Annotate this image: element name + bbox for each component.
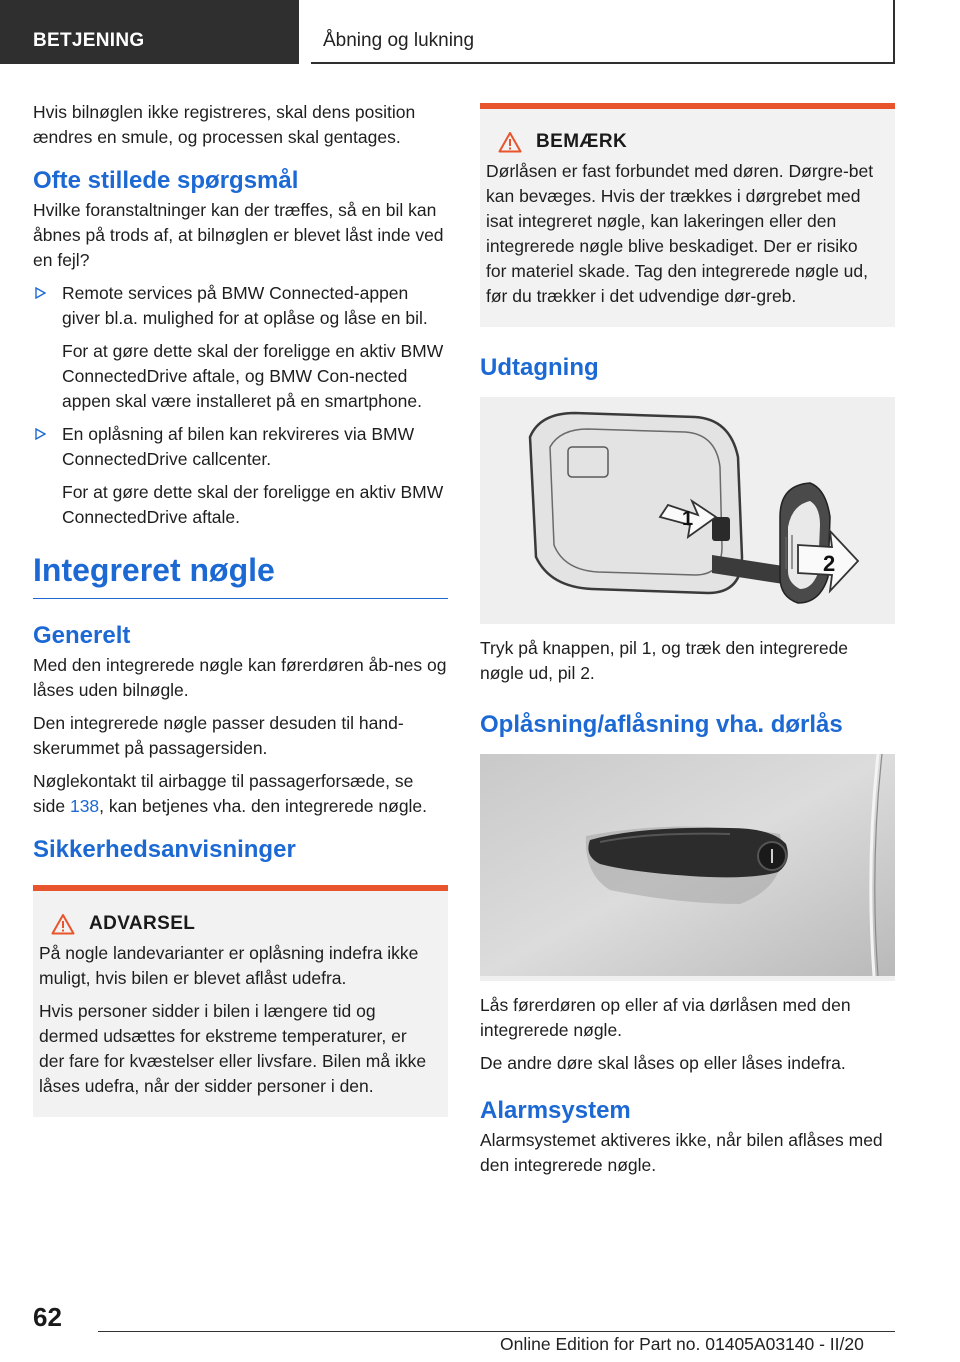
warning-paragraph-2: Hvis personer sidder i bilen i længere tid og dermed udsættes for ekstreme temperaturer, er der fare for kvæstelser eller livsfare. Bilen må ikke låses udefra, når der sidder personer i den. — [39, 1001, 427, 1096]
general-text-a: Nøglekontakt til airbagge til passagerforsæde, se side — [33, 771, 414, 816]
lock-paragraph-1: Lås førerdøren op eller af via dørlåsen med den integrerede nøgle. — [480, 995, 851, 1040]
left-column — [33, 100, 448, 1117]
warning-triangle-icon — [498, 131, 522, 153]
list-item-subtext: For at gøre dette skal der foreligge en aktiv BMW ConnectedDrive aftale. — [62, 482, 444, 527]
key-removal-illustration — [480, 397, 895, 624]
safety-heading: Sikkerhedsanvisninger — [33, 836, 296, 863]
list-item-text: En oplåsning af bilen kan rekvireres via BMW ConnectedDrive callcenter. — [62, 424, 415, 469]
list-item-text: Remote services på BMW Connected-appen giver bl.a. mulighed for at oplåse og låse en bil. — [62, 283, 428, 328]
lock-heading: Oplåsning/aflåsning vha. dørlås — [480, 711, 843, 738]
triangle-bullet-icon — [35, 428, 46, 440]
chapter-tab — [311, 0, 895, 64]
list-item — [33, 422, 448, 530]
door-handle-illustration — [480, 754, 895, 981]
key-fob-illustration — [480, 397, 895, 619]
door-handle-image — [480, 754, 895, 976]
list-item — [33, 281, 448, 414]
general-paragraph-3 — [33, 769, 448, 819]
arrow-label-1: 1 — [682, 508, 694, 530]
faq-heading: Ofte stillede spørgsmål — [33, 167, 299, 194]
faq-question: Hvilke foranstaltninger kan der træffes, så en bil kan åbnes på trods af, at bilnøglen er blevet låst inde ved en fejl? — [33, 200, 444, 270]
list-item-subtext: For at gøre dette skal der foreligge en aktiv BMW ConnectedDrive aftale, og BMW Con-nected appen skal være installeret på en smartphone. — [62, 341, 444, 411]
section-tab — [0, 0, 299, 64]
notice-header — [486, 131, 881, 153]
lock-paragraph-2: De andre døre skal låses op eller låses indefra. — [480, 1053, 846, 1073]
alarm-heading: Alarmsystem — [480, 1097, 631, 1124]
removal-heading: Udtagning — [480, 354, 599, 381]
warning-header — [39, 913, 434, 935]
arrow-label-2: 2 — [823, 551, 836, 576]
section-heading: Integreret nøgle — [33, 552, 275, 588]
page-link[interactable]: 138 — [69, 796, 100, 816]
general-text-b: , kan betjenes vha. den integrerede nøgle. — [99, 796, 428, 816]
warning-box — [33, 885, 448, 1117]
footer-rule — [98, 1331, 895, 1332]
notice-box — [480, 103, 895, 327]
general-heading: Generelt — [33, 622, 131, 649]
notice-paragraph: Dørlåsen er fast forbundet med døren. Dørgre-bet kan bevæges. Hvis der trækkes i dørgrebet med isat integreret nøgle, kan lakeringen eller den integrerede nøgle blive beskadiget. Der er risiko for materiel skade. Tag den integrerede nøgle ud, før du trækker i det udvendige dør-greb. — [486, 161, 874, 306]
section-title: BETJENING — [33, 30, 145, 51]
edition-text: Online Edition for Part no. 01405A03140 - II/20 — [500, 1334, 864, 1354]
page-number: 62 — [33, 1302, 62, 1332]
general-paragraph-1: Med den integrerede nøgle kan førerdøren åb-nes og låses uden bilnøgle. — [33, 655, 447, 700]
warning-triangle-icon — [51, 913, 75, 935]
notice-title: BEMÆRK — [536, 131, 628, 152]
intro-paragraph: Hvis bilnøglen ikke registreres, skal dens position ændres en smule, og processen skal gentages. — [33, 102, 416, 147]
chapter-title: Åbning og lukning — [323, 30, 475, 51]
section-heading-wrap — [33, 550, 448, 599]
alarm-paragraph: Alarmsystemet aktiveres ikke, når bilen aflåses med den integrerede nøgle. — [480, 1130, 883, 1175]
warning-title: ADVARSEL — [89, 913, 196, 934]
triangle-bullet-icon — [35, 287, 46, 299]
faq-answer-list — [33, 281, 448, 530]
removal-caption: Tryk på knappen, pil 1, og træk den integrerede nøgle ud, pil 2. — [480, 638, 849, 683]
general-paragraph-2: Den integrerede nøgle passer desuden til hand-skerummet på passagersiden. — [33, 713, 404, 758]
right-column — [480, 103, 895, 1186]
warning-paragraph-1: På nogle landevarianter er oplåsning indefra ikke muligt, hvis bilen er blevet aflåst udefra. — [39, 943, 419, 988]
